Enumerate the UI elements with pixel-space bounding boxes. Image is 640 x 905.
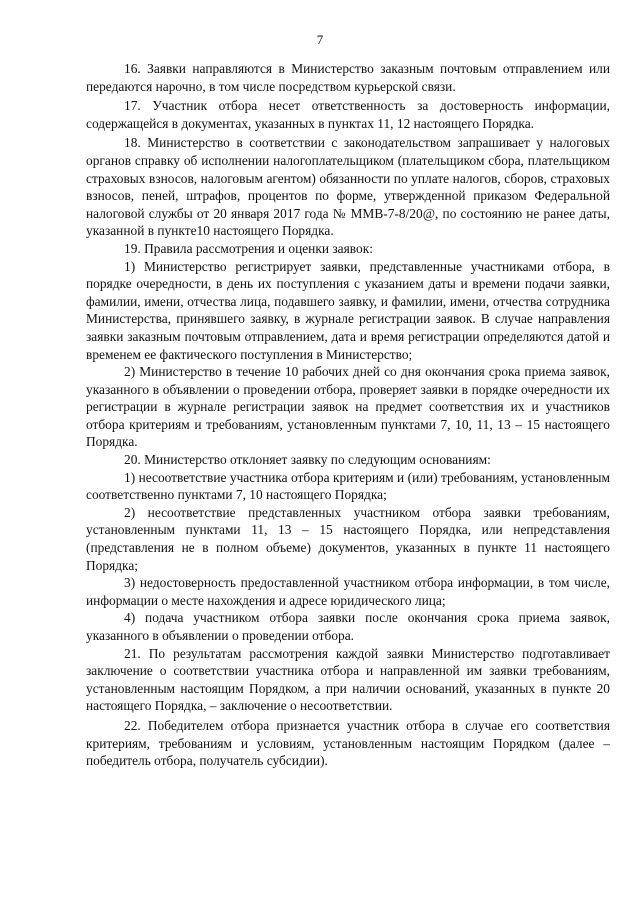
paragraph-19: 19. Правила рассмотрения и оценки заявок: xyxy=(124,240,373,256)
paragraph-16: 16. Заявки направляются в Министерство заказным почтовым отправлением или передаются нарочно, в том числе посредством курьерской связи. xyxy=(86,61,610,94)
page-number: 7 xyxy=(316,32,324,47)
paragraph-17: 17. Участник отбора несет ответственность за достоверность информации, содержащейся в документах, указанных в пунктах 11, 12 настоящего Порядка. xyxy=(86,98,610,131)
paragraph-19-item-1: 1) Министерство регистрирует заявки, представленные участниками отбора, в порядке очередности, в день их поступления с указанием даты и времени подачи заявки, фамилии, имени, отчества лица, подавшего заявку, и фамилии, имени, отчества сотрудника Министерства, принявшего заявку, в журнале регистрации заявок. В случае направления заявки заказным почтовым отправлением, дата и время регистрации определяются датой и временем ее фактического поступления в Министерство; xyxy=(86,258,610,362)
paragraph-20-item-3: 3) недостоверность предоставленной участником отбора информации, в том числе, информации о месте нахождения и адресе юридического лица; xyxy=(86,575,610,608)
paragraph-21: 21. По результатам рассмотрения каждой заявки Министерство подготавливает заключение о соответствии участника отбора и направленной им заявки требованиям, установленным настоящим Порядком, а при наличии оснований, указанных в пункте 20 настоящего Порядка, – заключение о несоответствии. xyxy=(86,645,610,714)
paragraph-20: 20. Министерство отклоняет заявку по следующим основаниям: xyxy=(124,452,491,468)
paragraph-18: 18. Министерство в соответствии с законодательством запрашивает у налоговых органов справку об исполнении налогоплательщиком (плательщиком сбора, плательщиком страховых взносов, налоговым агентом) обязанности по уплате налогов, сборов, страховых взносов, пеней, штрафов, процентов по форме, утвержденной приказом Федеральной налоговой службы от 20 января 2017 года № ММВ-7-8/20@, по состоянию не ранее даты, указанной в пункте10 настоящего Порядка. xyxy=(86,135,610,239)
document-body xyxy=(86,60,610,770)
paragraph-20-item-1: 1) несоответствие участника отбора критериям и (или) требованиям, установленным соответственно пунктами 7, 10 настоящего Порядка; xyxy=(86,469,610,503)
paragraph-19-item-2: 2) Министерство в течение 10 рабочих дней со дня окончания срока приема заявок, указанного в объявлении о проведении отбора, проверяет заявки в порядке очередности их регистрации в журнале регистрации заявок на предмет соответствия их и участников отбора критериям и требованиям, установленным пунктами 7, 10, 11, 13 – 15 настоящего Порядка. xyxy=(86,364,610,450)
paragraph-20-item-4: 4) подача участником отбора заявки после окончания срока приема заявок, указанного в объявлении о проведении отбора. xyxy=(86,610,610,643)
paragraph-20-item-2: 2) несоответствие представленных участником отбора заявки требованиям, установленным пунктами 11, 13 – 15 настоящего Порядка, или непредставления (представления не в полном объеме) документов, указанных в пункте 11 настоящего Порядка; xyxy=(86,504,610,573)
paragraph-22: 22. Победителем отбора признается участник отбора в случае его соответствия критериям, требованиям и условиям, установленным настоящим Порядком (далее – победитель отбора, получатель субсидии). xyxy=(86,717,610,769)
